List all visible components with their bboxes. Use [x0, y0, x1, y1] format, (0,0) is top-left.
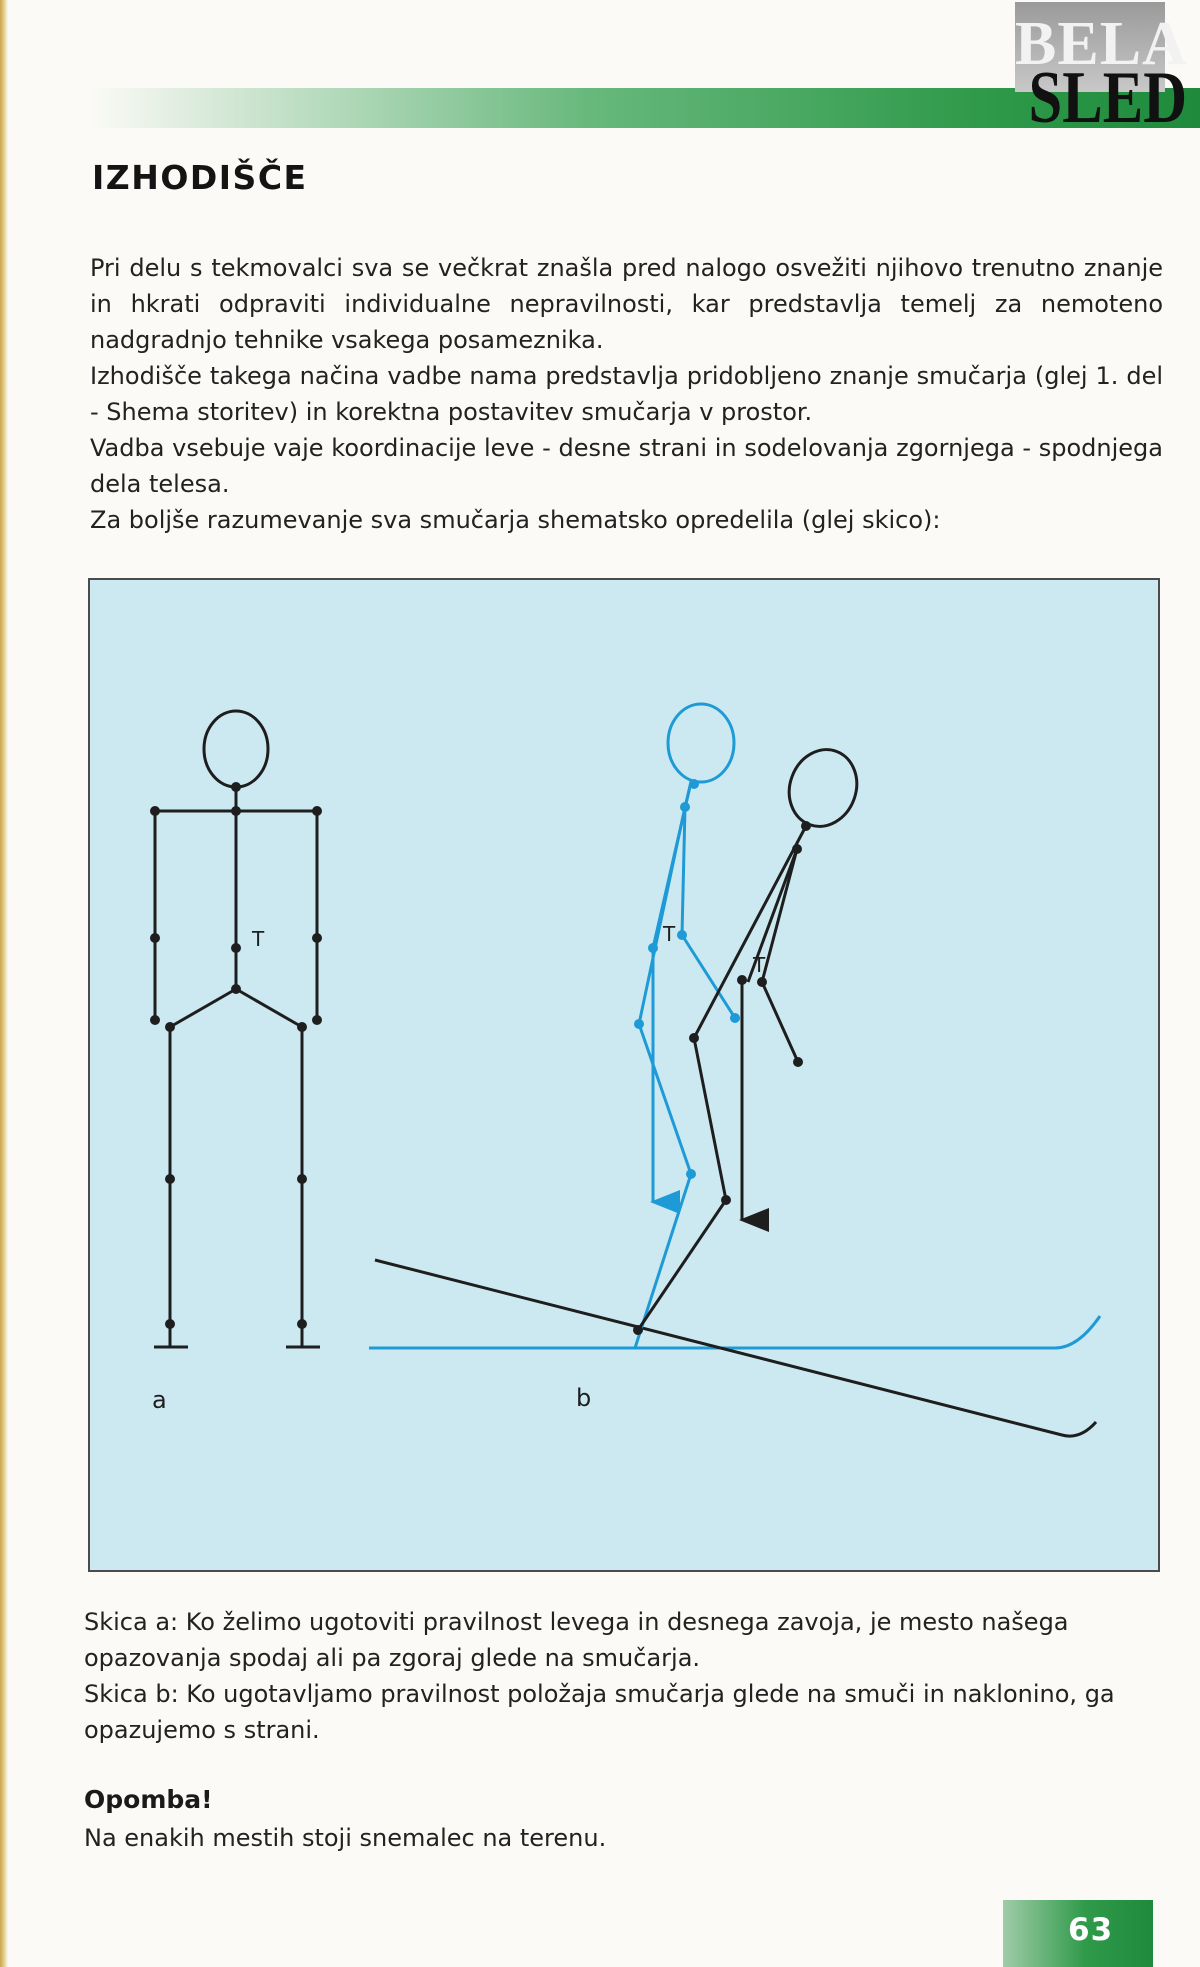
figure-b-black-head	[779, 740, 868, 836]
caption-b: Skica b: Ko ugotavljamo pravilnost položaja smučarja glede na smuči in naklonino, ga opazujemo s strani.	[84, 1680, 1115, 1744]
intro-paragraph: Vadba vsebuje vaje koordinacije leve - desne strani in sodelovanja zgornjega - spodnjega dela telesa.	[90, 434, 1163, 498]
figure-b-blue-head	[668, 704, 734, 782]
intro-paragraph: Izhodišče takega načina vadbe nama predstavlja pridobljeno znanje smučarja (glej 1. del - Shema storitev) in korektna postavitev smučarja v prostor.	[90, 362, 1163, 426]
stick-figure-side-black	[638, 740, 867, 1330]
flat-ski-line	[369, 1316, 1100, 1348]
skier-diagram	[88, 578, 1160, 1572]
figure-b-label: b	[576, 1384, 592, 1412]
intro-paragraph: Pri delu s tekmovalci sva se večkrat znašla pred nalogo osvežiti njihovo trenutno znanje in hkrati odpraviti individualne nepravilnosti, kar predstavlja temelj za nemoteno nadgradnjo tehnike vsakega posameznika.	[90, 254, 1163, 354]
figure-b-black-t-label: T	[753, 953, 766, 977]
logo-line-bottom: SLED	[1028, 57, 1188, 139]
note-text: Na enakih mestih stoji snemalec na terenu.	[84, 1824, 607, 1852]
figure-captions	[84, 1604, 1159, 1748]
figure-a-head	[204, 711, 268, 787]
intro-text	[90, 250, 1163, 538]
series-logo	[1015, 2, 1188, 139]
logo-line-top: BELA	[1015, 2, 1165, 92]
section-title: IZHODIŠČE	[92, 158, 308, 197]
diagram-canvas	[90, 580, 1158, 1570]
page-number: 63	[1068, 1912, 1114, 1948]
note-title: Opomba!	[84, 1785, 213, 1814]
figure-b-blue-t-label: T	[663, 922, 676, 946]
figure-a-t-label: T	[252, 927, 265, 951]
stick-figure-side-blue	[635, 704, 735, 1348]
caption-a: Skica a: Ko želimo ugotoviti pravilnost levega in desnega zavoja, je mesto našega opazovanja spodaj ali pa zgoraj glede na smučarja.	[84, 1608, 1069, 1672]
intro-paragraph: Za boljše razumevanje sva smučarja shematsko opredelila (glej skico):	[90, 506, 941, 534]
figure-a-label: a	[152, 1386, 167, 1414]
page-edge-decoration	[0, 0, 8, 1967]
slope-lines	[369, 1260, 1100, 1436]
